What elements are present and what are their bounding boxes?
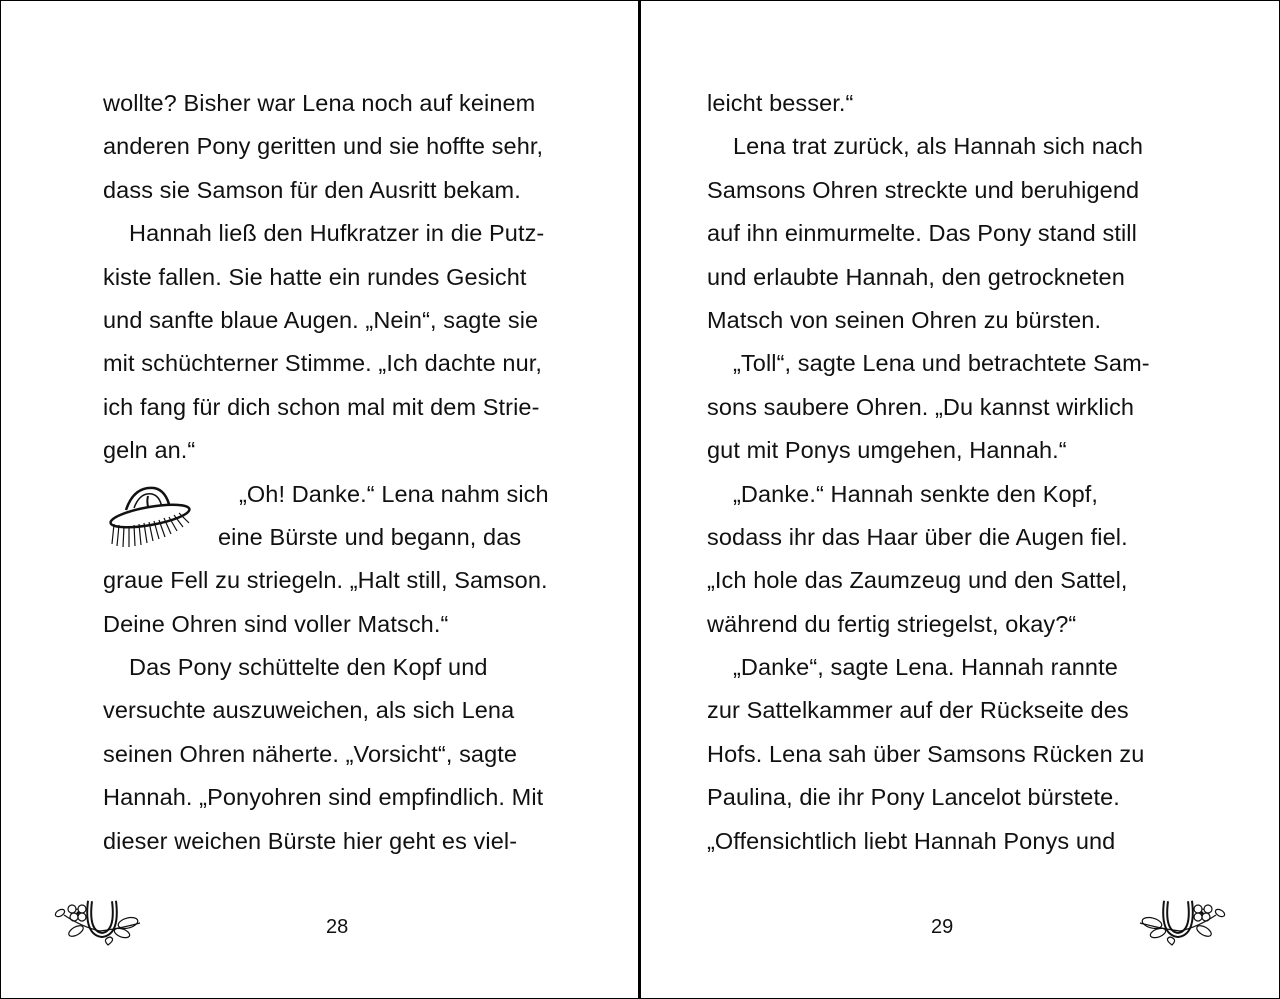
left-page-text: [103, 82, 583, 863]
text-line: dass sie Samson für den Ausritt bekam.: [103, 176, 521, 203]
text-line: Lena trat zurück, als Hannah sich nach: [733, 133, 1144, 160]
text-line: „Oh! Danke.“ Lena nahm sich: [239, 480, 549, 507]
text-line: ich fang für dich schon mal mit dem Strie-: [103, 393, 540, 420]
text-line: kiste fallen. Sie hatte ein rundes Gesicht: [103, 263, 527, 290]
horseshoe-ornament-icon: [52, 893, 152, 953]
text-line: sodass ihr das Haar über die Augen fiel.: [707, 523, 1128, 550]
brush-icon: [104, 480, 200, 552]
text-line: geln an.“: [103, 437, 196, 464]
page-number-right: 29: [931, 916, 954, 938]
text-line: graue Fell zu striegeln. „Halt still, Samson.: [103, 567, 548, 594]
text-line: „Toll“, sagte Lena und betrachtete Sam-: [733, 350, 1150, 377]
text-line: Hannah ließ den Hufkratzer in die Putz-: [129, 220, 545, 247]
text-line: „Ich hole das Zaumzeug und den Sattel,: [707, 567, 1128, 594]
text-line: „Danke.“ Hannah senkte den Kopf,: [733, 480, 1099, 507]
text-line: und erlaubte Hannah, den getrockneten: [707, 263, 1125, 290]
text-line: mit schüchterner Stimme. „Ich dachte nur,: [103, 350, 543, 377]
text-line: Samsons Ohren streckte und beruhigend: [707, 176, 1140, 203]
text-line: während du fertig striegelst, okay?“: [707, 610, 1077, 637]
text-line: wollte? Bisher war Lena noch auf keinem: [103, 90, 536, 116]
right-page-text: [707, 82, 1187, 863]
text-line: versuchte auszuweichen, als sich Lena: [103, 697, 515, 724]
text-line: Das Pony schüttelte den Kopf und: [129, 654, 488, 681]
text-line: zur Sattelkammer auf der Rückseite des: [707, 697, 1129, 724]
text-line: Matsch von seinen Ohren zu bürsten.: [707, 306, 1102, 333]
text-line: anderen Pony geritten und sie hoffte sehr,: [103, 133, 544, 160]
text-line: „Danke“, sagte Lena. Hannah rannte: [733, 654, 1118, 681]
text-line: sons saubere Ohren. „Du kannst wirklich: [707, 393, 1135, 420]
text-line: gut mit Ponys umgehen, Hannah.“: [707, 437, 1067, 464]
text-line: Paulina, die ihr Pony Lancelot bürstete.: [707, 784, 1120, 811]
text-line: leicht besser.“: [707, 90, 854, 116]
text-line: und sanfte blaue Augen. „Nein“, sagte sie: [103, 306, 539, 333]
text-line: eine Bürste und begann, das: [218, 523, 522, 550]
text-line: Deine Ohren sind voller Matsch.“: [103, 610, 449, 637]
text-line: Hannah. „Ponyohren sind empfindlich. Mit: [103, 784, 544, 811]
text-line: Hofs. Lena sah über Samsons Rücken zu: [707, 740, 1145, 767]
page-number-left: 28: [326, 916, 349, 938]
horseshoe-ornament-icon: [1128, 893, 1228, 953]
text-line: dieser weichen Bürste hier geht es viel-: [103, 827, 518, 854]
text-line: auf ihn einmurmelte. Das Pony stand still: [707, 220, 1137, 247]
text-line: seinen Ohren näherte. „Vorsicht“, sagte: [103, 740, 518, 767]
book-spine-divider: [638, 0, 641, 999]
text-line: „Offensichtlich liebt Hannah Ponys und: [707, 827, 1116, 854]
